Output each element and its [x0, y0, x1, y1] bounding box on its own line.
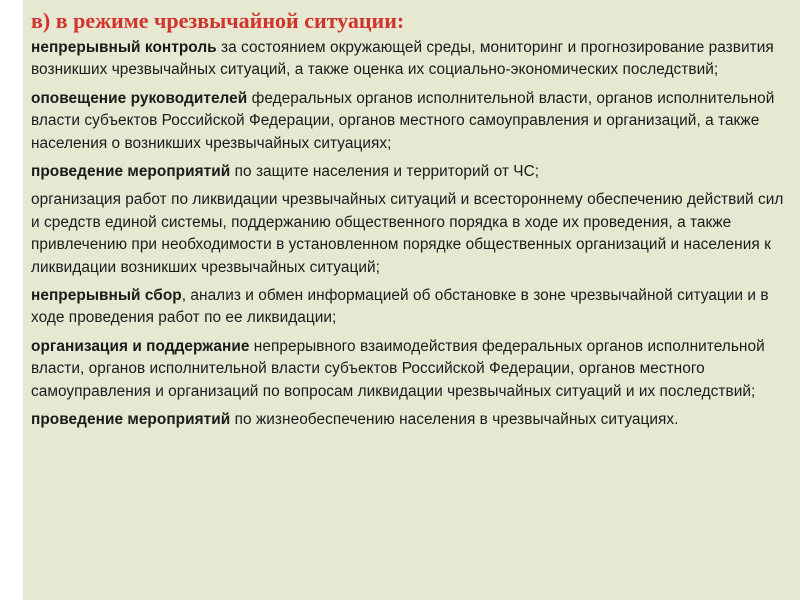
item-lead: непрерывный сбор: [31, 287, 182, 305]
list-item: [31, 336, 791, 403]
list-item: [31, 88, 791, 155]
item-text: федеральных органов исполнительной власти, органов исполнительной власти субъектов Российской Федерации, органов местного самоуправления и организаций, а также населения о возникших чрезвычайных ситуациях;: [31, 89, 775, 152]
slide: [23, 0, 800, 600]
item-text: организация работ по ликвидации чрезвычайных ситуаций и всестороннему обеспечению действий сил и средств единой системы, поддержанию общественного порядка в ходе их проведения, а также привлечению при необходимости в установленном порядке общественных организаций и населения к ликвидации возникших чрезвычайных ситуаций;: [31, 191, 784, 276]
slide-heading: в) в режиме чрезвычайной ситуации:: [31, 8, 405, 33]
item-text: по защите населения и территорий от ЧС;: [230, 163, 540, 181]
item-text: , анализ и обмен информацией об обстановке в зоне чрезвычайной ситуации и в ходе проведения работ по ее ликвидации;: [31, 287, 769, 327]
item-text: по жизнеобеспечению населения в чрезвычайных ситуациях.: [230, 411, 679, 429]
slide-content: [31, 8, 791, 438]
list-item: [31, 161, 791, 183]
list-item: [31, 189, 791, 279]
item-text: непрерывного взаимодействия федеральных органов исполнительной власти, органов исполнительной власти субъектов Российской Федерации, органов местного самоуправления и организаций по вопросам ликвидации чрезвычайных ситуаций и их последствий;: [31, 337, 765, 400]
item-text: за состоянием окружающей среды, мониторинг и прогнозирование развития возникших чрезвычайных ситуаций, а также оценка их социально-экономических последствий;: [31, 39, 774, 79]
list-item: [31, 409, 791, 431]
list-item: [31, 37, 791, 82]
item-lead: проведение мероприятий: [31, 163, 231, 181]
item-lead: проведение мероприятий: [31, 411, 231, 429]
list-item: [31, 285, 791, 330]
item-lead: непрерывный контроль: [31, 39, 217, 56]
item-lead: организация и поддержание: [31, 337, 250, 355]
item-lead: оповещение руководителей: [31, 89, 248, 107]
